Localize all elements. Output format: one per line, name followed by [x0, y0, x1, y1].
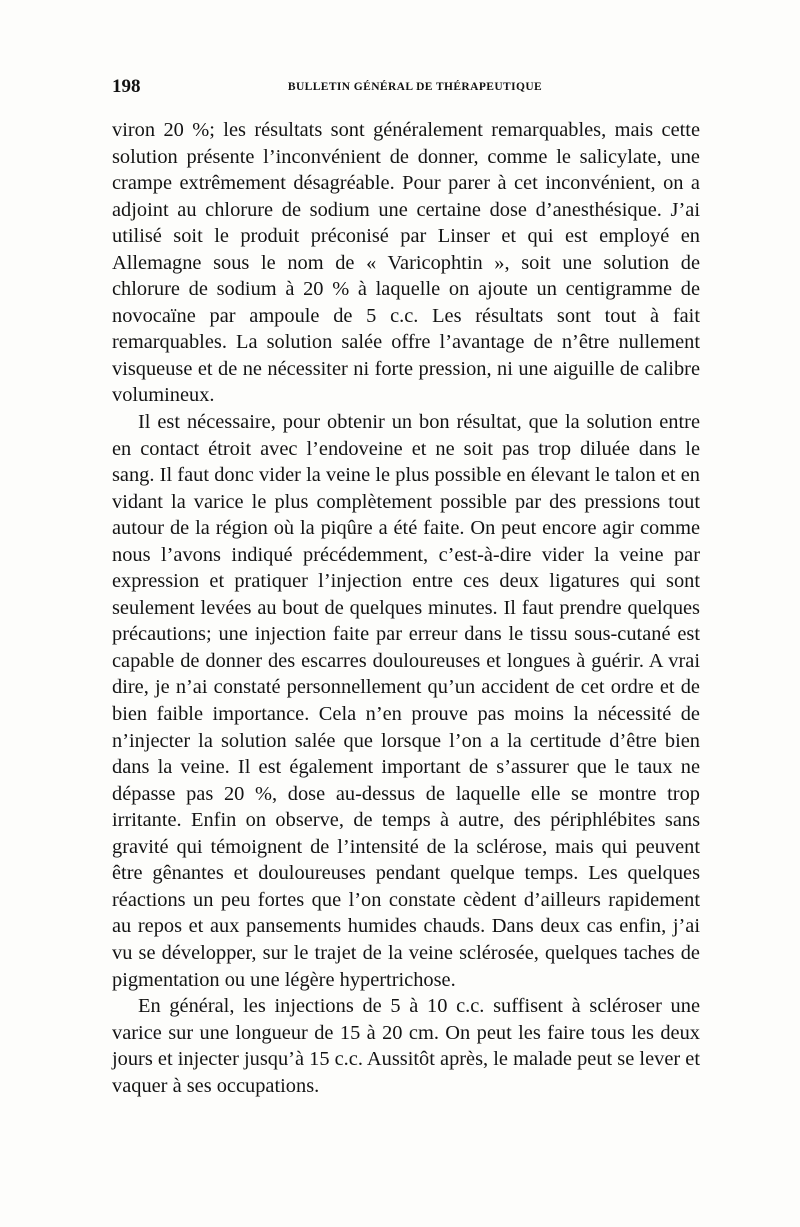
paragraph-precautions: Il est nécessaire, pour obtenir un bon résultat, que la solution entre en contact étroit avec l’endoveine et ne soit pas trop diluée dans le sang. Il faut donc vider la veine le plus possible en élevant le talon et en vidant la varice le plus complètement possible par des pressions tout autour de la région où la piqûre a été faite. On peut encore agir comme nous l’avons indiqué précédemment, c’est-à-dire vider la veine par expression et pratiquer l’injection entre ces deux ligatures qui sont seulement levées au bout de quelques minutes. Il faut prendre quelques précautions; une injection faite par erreur dans le tissu sous-cutané est capable de donner des escarres douloureuses et longues à guérir. A vrai dire, je n’ai constaté personnellement qu’un accident de cet ordre et de bien faible importance. Cela n’en prouve pas moins la nécessité de n’injecter la solution salée que lorsque l’on a la certitude d’être bien dans la veine. Il est également important de s’assurer que le taux ne dépasse pas 20 %, dose au-dessus de laquelle elle se montre trop irritante. Enfin on observe, de temps à autre, des périphlébites sans gravité qui témoignent de l’intensité de la sclérose, mais qui peuvent être gênantes et douloureuses pendant quelque temps. Les quelques réactions un peu fortes que l’on constate cèdent d’ailleurs rapidement au repos et aux pansements humides chauds. Dans deux cas enfin, j’ai vu se développer, sur le trajet de la veine sclérosée, quelques taches de pigmentation ou une légère hypertrichose. [112, 411, 700, 991]
paragraph-continuation: viron 20 %; les résultats sont généralement remarquables, mais cette solution présente l’inconvénient de donner, comme le salicylate, une crampe extrêmement désagréable. Pour parer à cet inconvénient, on a adjoint au chlorure de sodium une certaine dose d’anesthésique. J’ai utilisé soit le produit préconisé par Linser et qui est employé en Allemagne sous le nom de « Varicophtin », soit une solution de chlorure de sodium à 20 % à laquelle on ajoute un centigramme de novocaïne par ampoule de 5 c.c. Les résultats sont tout à fait remarquables. La solution salée offre l’avantage de n’être nullement visqueuse et de ne nécessiter ni forte pression, ni une aiguille de calibre volumineux. [112, 119, 700, 407]
page-header [112, 76, 700, 100]
running-title: BULLETIN GÉNÉRAL DE THÉRAPEUTIQUE [287, 81, 543, 93]
paragraph-conclusion: En général, les injections de 5 à 10 c.c. suffisent à scléroser une varice sur une longueur de 15 à 20 cm. On peut les faire tous les deux jours et injecter jusqu’à 15 c.c. Aussitôt après, le malade peut se lever et vaquer à ses occupations. [112, 995, 700, 1097]
body-text [112, 117, 700, 1099]
page-number: 198 [112, 76, 141, 97]
